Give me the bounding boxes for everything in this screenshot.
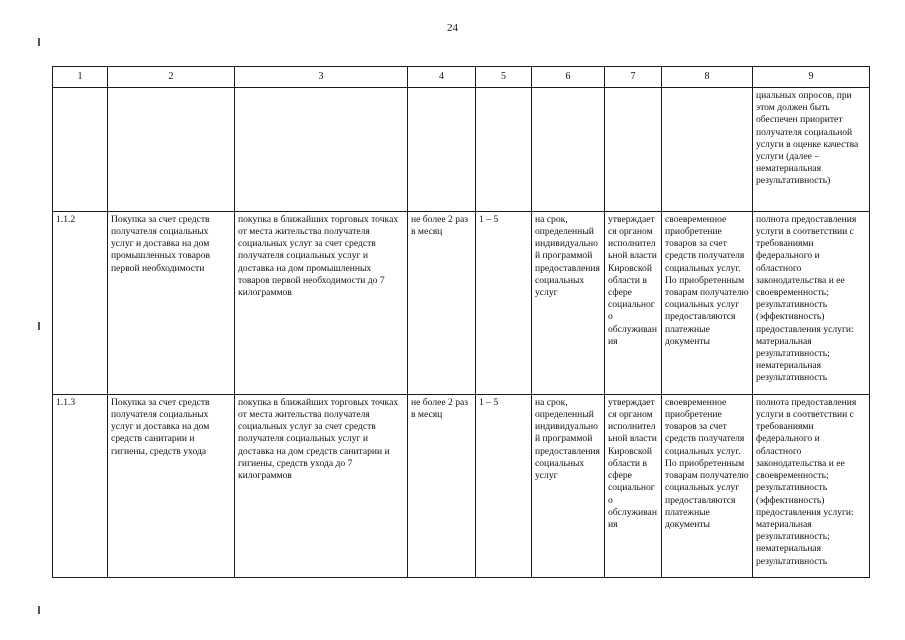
cell-term: на срок, определенный индивидуальной программой предоставления социальных услуг <box>532 211 605 394</box>
column-number: 8 <box>662 67 753 88</box>
cell-units <box>476 88 532 212</box>
cell-term: на срок, определенный индивидуальной программой предоставления социальных услуг <box>532 394 605 577</box>
column-number: 5 <box>476 67 532 88</box>
column-number: 7 <box>605 67 662 88</box>
cell-units: 1 – 5 <box>476 211 532 394</box>
cell-conditions: своевременное приобретение товаров за счет средств получателя социальных услуг. По приобретенным товарам получателю социальных услуг предоставляются платежные документы <box>662 394 753 577</box>
column-number: 9 <box>753 67 870 88</box>
margin-mark-bottom <box>38 606 40 614</box>
margin-mark-top <box>38 38 40 46</box>
cell-quality: циальных опросов, при этом должен быть обеспечен приоритет получателя социальной услуги в оценке качества услуги (далее – нематериальная результативность) <box>753 88 870 212</box>
margin-mark-middle <box>38 322 40 330</box>
column-number-row <box>53 67 870 88</box>
cell-quality: полнота предоставления услуги в соответствии с требованиями федерального и областного законодательства и ее своевременность; результативность (эффективность) предоставления услуги: материальная результативность; нематериальная результативность <box>753 394 870 577</box>
cell-units: 1 – 5 <box>476 394 532 577</box>
cell-tariff: утверждается органом исполнительной власти Кировской области в сфере социального обслуживания <box>605 211 662 394</box>
column-number: 3 <box>235 67 408 88</box>
cell-number: 1.1.3 <box>53 394 108 577</box>
cell-frequency <box>408 88 476 212</box>
column-number: 1 <box>53 67 108 88</box>
cell-service-name: Покупка за счет средств получателя социальных услуг и доставка на дом промышленных товаров первой необходимости <box>108 211 235 394</box>
column-number: 6 <box>532 67 605 88</box>
cell-description: покупка в ближайших торговых точках от места жительства получателя социальных услуг за счет средств получателя социальных услуг и доставка на дом промышленных товаров первой необходимости до 7 килограммов <box>235 211 408 394</box>
cell-description <box>235 88 408 212</box>
column-number: 2 <box>108 67 235 88</box>
table-row-1-1-3 <box>53 394 870 577</box>
cell-tariff <box>605 88 662 212</box>
table-row-1-1-2 <box>53 211 870 394</box>
cell-number <box>53 88 108 212</box>
cell-frequency: не более 2 раз в месяц <box>408 211 476 394</box>
cell-number: 1.1.2 <box>53 211 108 394</box>
cell-quality: полнота предоставления услуги в соответствии с требованиями федерального и областного законодательства и ее своевременность; результативность (эффективность) предоставления услуги: материальная результативность; нематериальная результативность <box>753 211 870 394</box>
cell-service-name: Покупка за счет средств получателя социальных услуг и доставка на дом средств санитарии и гигиены, средств ухода <box>108 394 235 577</box>
table-row-continuation <box>53 88 870 212</box>
column-number: 4 <box>408 67 476 88</box>
cell-service-name <box>108 88 235 212</box>
cell-description: покупка в ближайших торговых точках от места жительства получателя социальных услуг за счет средств получателя социальных услуг и доставка на дом средств санитарии и гигиены, средств ухода до 7 килограммов <box>235 394 408 577</box>
cell-conditions <box>662 88 753 212</box>
cell-frequency: не более 2 раз в месяц <box>408 394 476 577</box>
services-table <box>52 66 870 578</box>
cell-term <box>532 88 605 212</box>
page-number: 24 <box>447 22 458 34</box>
cell-tariff: утверждается органом исполнительной власти Кировской области в сфере социального обслуживания <box>605 394 662 577</box>
cell-conditions: своевременное приобретение товаров за счет средств получателя социальных услуг. По приобретенным товарам получателю социальных услуг предоставляются платежные документы <box>662 211 753 394</box>
